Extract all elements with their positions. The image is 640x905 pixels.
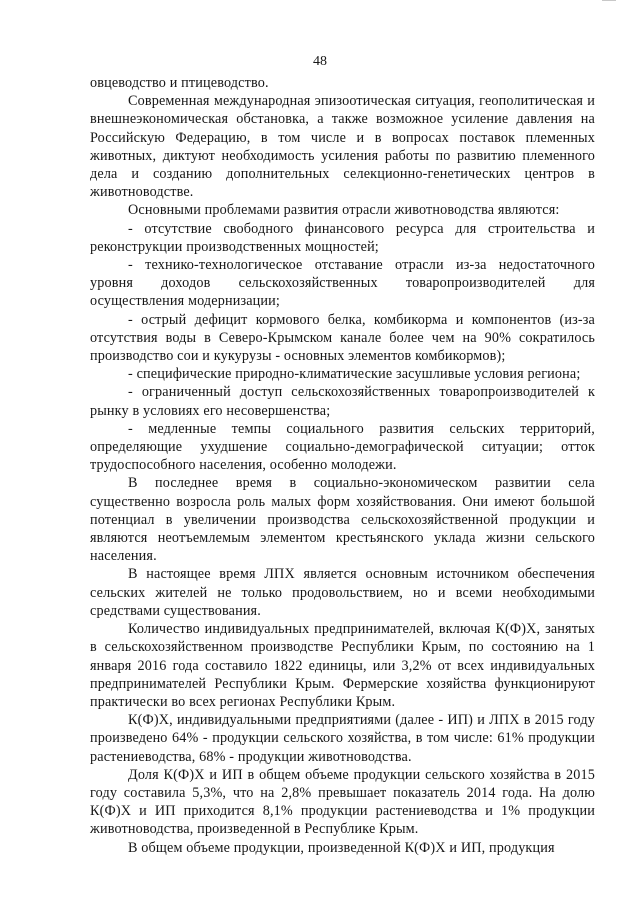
paragraph-lph: В настоящее время ЛПХ является основным источником обеспечения сельских жителей не только продовольствием, но и всеми необходимыми средствами существования. [90, 566, 595, 619]
list-item-climate: - специфические природно-климатические засушливые условия региона; [128, 366, 581, 383]
page-number: 48 [313, 54, 327, 69]
paragraph-situation: Современная международная эпизоотическая ситуация, геополитическая и внешнеэкономическая обстановка, а также возможное усиление давления на Российскую Федерацию, в том числе и в вопросах поставок племенных животных, диктуют необходимость усиления работы по развитию племенного дела и созданию дополнительных селекционно-генетических центров в животноводстве. [90, 93, 595, 201]
paragraph-trailing: В общем объеме продукции, произведенной К(Ф)Х и ИП, продукция [128, 839, 555, 856]
paragraph-small-farms: В последнее время в социально-экономическом развитии села существенно возросла роль малых форм хозяйствования. Они имеют большой потенциал в увеличении производства сельскохозяйственной продукции и являются неотъемлемым элементом крестьянского уклада жизни сельского населения. [90, 475, 595, 565]
list-item-feed-deficit: - острый дефицит кормового белка, комбикорма и компонентов (из-за отсутствия воды в Северо-Крымском канале более чем на 90% сократилось производство сои и кукурузы - основных элементов комбикормов); [90, 311, 595, 365]
paragraph-continuation: овцеводство и птицеводство. [90, 75, 269, 91]
list-item-technology: - технико-технологическое отставание отрасли из-за недостаточного уровня доходов сельскохозяйственных товаропроизводителей для осуществления модернизации; [90, 257, 595, 310]
list-item-social-development: - медленные темпы социального развития сельских территорий, определяющие ухудшение социально-демографической ситуации; отток трудоспособного населения, особенно молодежи. [90, 420, 595, 474]
paragraph-kfh-share: Доля К(Ф)Х и ИП в общем объеме продукции сельского хозяйства в 2015 году составила 5,3%, что на 2,8% превышает показатель 2014 года. На долю К(Ф)Х и ИП приходится 8,1% продукции растениеводства и 1% продукции животноводства, произведенной в Республике Крым. [90, 766, 595, 838]
paragraph-production-share: К(Ф)Х, индивидуальными предприятиями (далее - ИП) и ЛПХ в 2015 году произведено 64% - продукции сельского хозяйства, в том числе: 61% продукции растениеводства, 68% - продукции животноводства. [90, 712, 595, 765]
document-body [90, 74, 595, 857]
list-item-financial: - отсутствие свободного финансового ресурса для строительства и реконструкции производственных мощностей; [90, 220, 595, 255]
scan-edge-mark [602, 0, 616, 3]
paragraph-problems-intro: Основными проблемами развития отрасли животноводства являются: [128, 202, 560, 219]
list-item-market-access: - ограниченный доступ сельскохозяйственных товаропроизводителей к рынку в условиях его несовершенства; [90, 384, 595, 419]
paragraph-entrepreneurs: Количество индивидуальных предпринимателей, включая К(Ф)Х, занятых в сельскохозяйственном производстве Республики Крым, по состоянию на 1 января 2016 года составило 1822 единицы, или 3,2% от всех индивидуальных предпринимателей Республики Крым. Фермерские хозяйства функционируют практически во всех регионах Республики Крым. [90, 621, 595, 710]
